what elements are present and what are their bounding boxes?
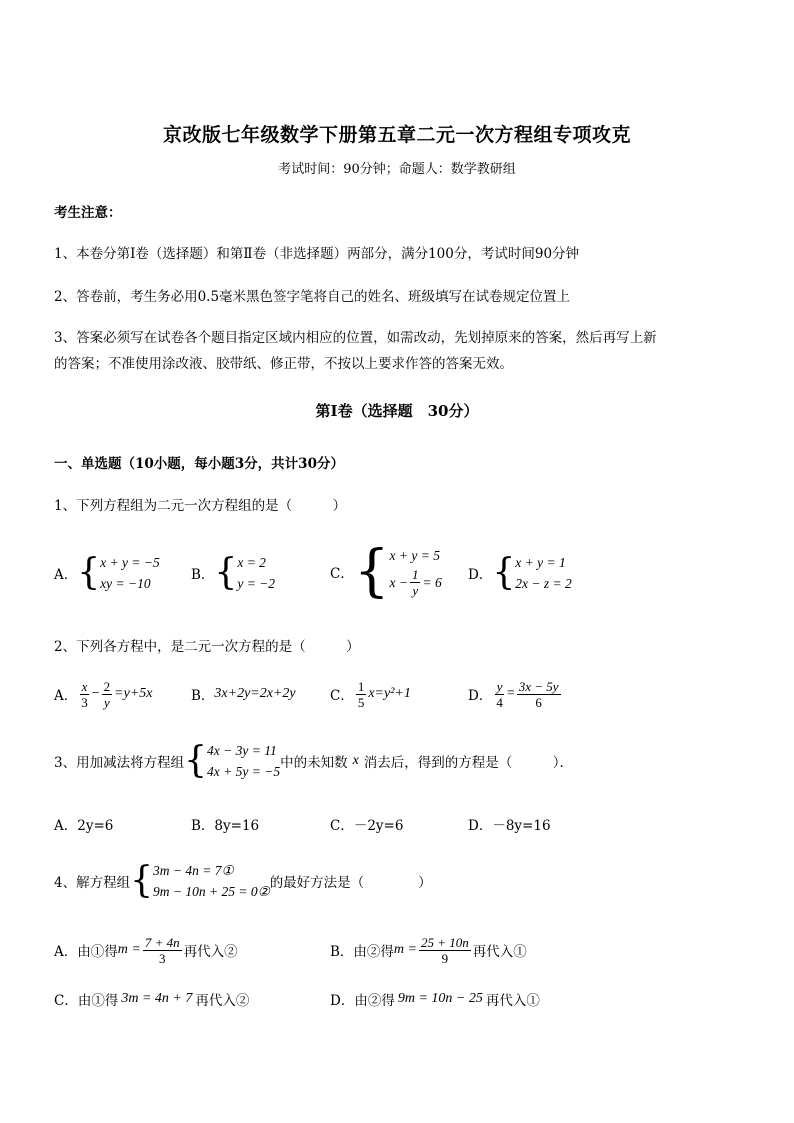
notes-heading: 考生注意： (54, 205, 122, 221)
note-1: 1、本卷分第Ⅰ卷（选择题）和第Ⅱ卷（非选择题）两部分，满分100分，考试时间90分钟 (54, 246, 580, 262)
q3-option-b: B．8y=16 (191, 818, 260, 834)
equation: 2x − z = 2 (515, 576, 572, 591)
q4-option-a: A．由①得 m = $\frac{7 + 4n}{3}$ 再代入② (54, 934, 238, 966)
q1-option-d (468, 551, 572, 595)
brace: { (492, 552, 516, 593)
option-label: B． (191, 688, 215, 704)
question-3-stem: 3、用加减法将方程组 { 4x − 3y = 11 4x + 5y = −5 中的未知数 x 消去后，得到的方程是（ ）． (54, 740, 574, 781)
q4-option-c: C．由①得 3m = 4n + 7 再代入② (54, 991, 250, 1009)
q3-option-c: C．－2y=6 (330, 818, 404, 834)
equation: x − $\frac{1}{y}$ = 6 (389, 567, 442, 598)
option-label: D． (468, 567, 493, 583)
equation: y = −2 (237, 576, 276, 591)
fraction: $\frac{3x - 5y}{6}$ (518, 678, 559, 710)
fraction: $\frac{1}{5}$ (357, 678, 365, 710)
q2-option-c: C． $\frac{1}{5}$ x=y²+1 (330, 678, 411, 710)
q1-option-b (191, 551, 275, 595)
fraction: $\frac{2}{y}$ (103, 678, 111, 710)
equation-system (77, 552, 159, 594)
section-title: 第Ⅰ卷（选择题 30分） (315, 402, 479, 420)
brace: { (184, 740, 207, 781)
fraction: $\frac{7 + 4n}{3}$ (144, 934, 180, 966)
q3-option-a: A．2y=6 (54, 818, 114, 834)
equation: x = 2 (237, 555, 266, 570)
equation-system (214, 552, 275, 594)
note-3-continued: 的答案；不准使用涂改液、胶带纸、修正带，不按以上要求作答的答案无效。 (54, 356, 513, 372)
brace: { (353, 539, 390, 604)
brace: { (77, 552, 101, 593)
note-3: 3、答案必须写在试卷各个题目指定区域内相应的位置，如需改动，先划掉原来的答案，然后再写上新 (54, 330, 657, 346)
brace: { (130, 860, 153, 901)
q2-option-b: B． 3x+2y=2x+2y (191, 686, 296, 704)
q2-option-a: A． $\frac{x}{3}$ − $\frac{2}{y}$ =y+5x (54, 678, 153, 710)
fraction: $\frac{y}{4}$ (496, 678, 503, 710)
equation: 3m − 4n = 7① (153, 863, 234, 878)
equation: x + y = 5 (389, 547, 440, 563)
note-2: 2、答卷前，考生务必用0.5毫米黑色签字笔将自己的姓名、班级填写在试卷规定位置上 (54, 289, 571, 305)
equation-system (492, 552, 571, 594)
q1-option-c (330, 541, 442, 603)
q3-option-d: D．－8y=16 (468, 818, 551, 834)
page-title: 京改版七年级数学下册第五章二元一次方程组专项攻克 (162, 124, 631, 146)
option-label: A． (54, 688, 78, 704)
option-label: B． (191, 567, 215, 583)
equation: 9m − 10n + 25 = 0② (153, 884, 270, 899)
question-4-stem: 4、解方程组 { 3m − 4n = 7① 9m − 10n + 25 = 0② 的最好方法是（ ） (54, 860, 432, 901)
equation: x + y = 1 (515, 555, 566, 570)
q2-option-d: D． $\frac{y}{4}$ = $\frac{3x - 5y}{6}$ (468, 678, 559, 710)
equation: 4x + 5y = −5 (207, 764, 281, 779)
part-title: 一、单选题（10小题，每小题3分，共计30分） (54, 456, 344, 472)
q4-option-b: B．由②得 m = $\frac{25 + 10n}{9}$ 再代入① (330, 934, 527, 966)
option-label: A． (54, 567, 78, 583)
fraction: $\frac{x}{3}$ (81, 678, 88, 710)
brace: { (214, 552, 238, 593)
option-label: C． (330, 688, 354, 704)
question-1-stem: 1、下列方程组为二元一次方程组的是（ ） (54, 498, 347, 514)
equation-system (353, 539, 442, 604)
equation-system (130, 860, 270, 902)
option-label: C． (330, 566, 354, 582)
question-2-stem: 2、下列各方程中，是二元一次方程的是（ ） (54, 639, 360, 655)
q4-option-d: D．由②得 9m = 10n − 25 再代入① (330, 991, 540, 1009)
fraction: $\frac{1}{y}$ (411, 567, 419, 598)
equation: xy = −10 (100, 576, 151, 591)
q1-option-a (54, 551, 160, 595)
exam-info: 考试时间：90分钟；命题人：数学教研组 (278, 162, 516, 177)
equation: x + y = −5 (100, 555, 160, 570)
fraction: $\frac{25 + 10n}{9}$ (420, 934, 469, 966)
equation-system (184, 740, 280, 782)
option-label: D． (468, 688, 493, 704)
equation: 4x − 3y = 11 (207, 743, 277, 758)
